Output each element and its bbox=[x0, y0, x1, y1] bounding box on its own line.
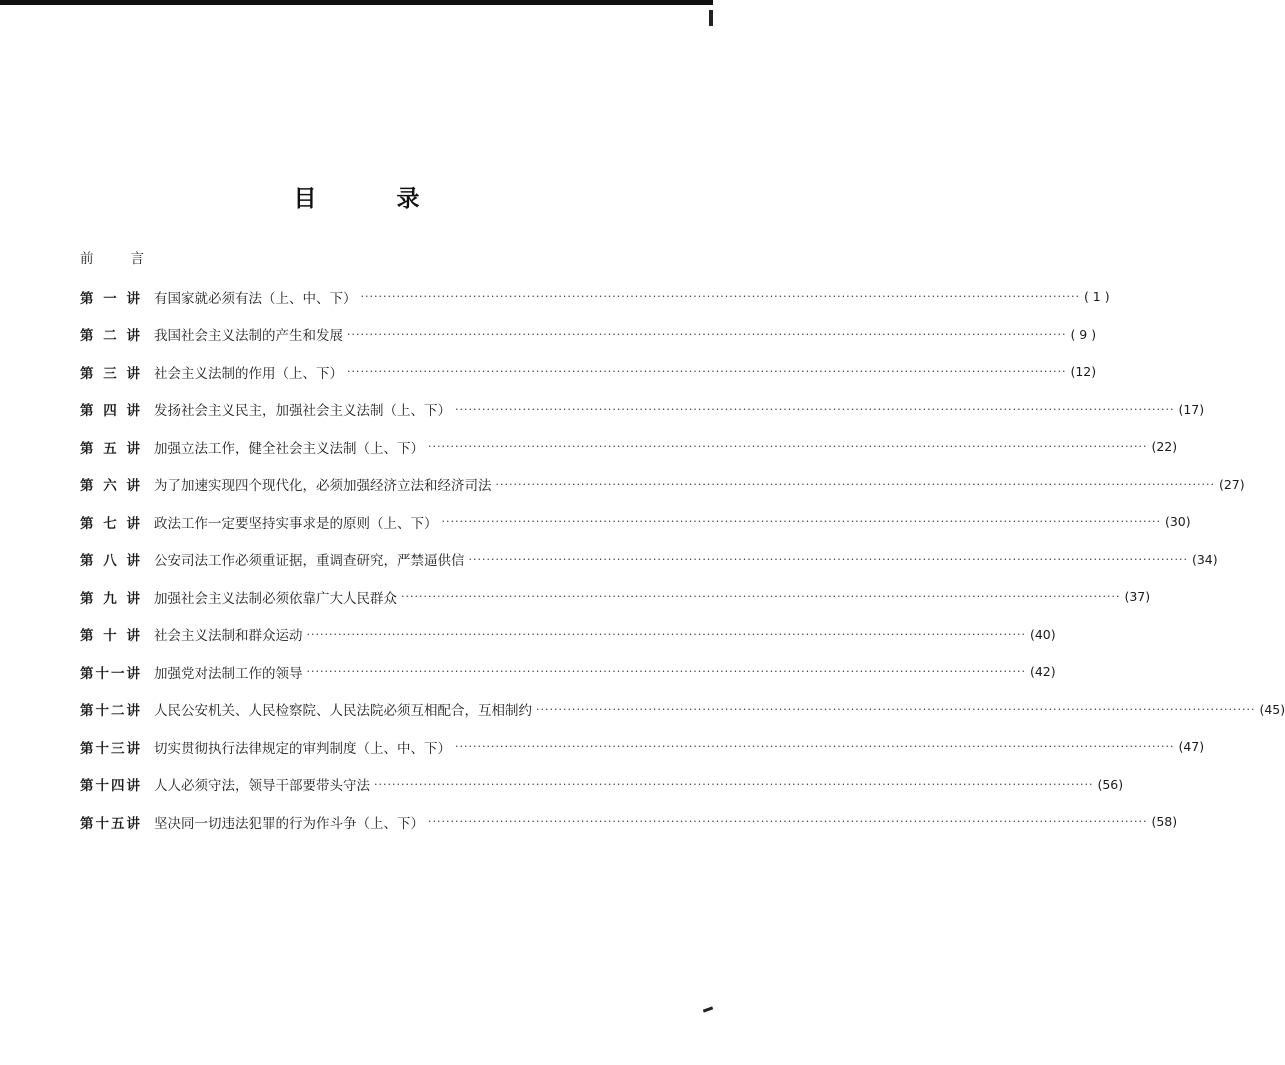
lecture-number: 第一讲 bbox=[80, 290, 140, 307]
dot-leader: ································································································································································ bbox=[347, 327, 1067, 341]
page-number: ( 1 ) bbox=[1083, 289, 1110, 305]
lecture-title: 发扬社会主义民主，加强社会主义法制（上、下） bbox=[154, 403, 451, 420]
dot-leader: ································································································································································ bbox=[428, 440, 1148, 454]
preface-label: 前 言 bbox=[80, 251, 144, 267]
lecture-number: 第四讲 bbox=[80, 403, 140, 420]
top-border-rule bbox=[0, 0, 713, 5]
lecture-number: 第七讲 bbox=[80, 515, 140, 532]
lecture-title: 社会主义法制和群众运动 bbox=[154, 628, 303, 645]
page-number: (34) bbox=[1191, 551, 1218, 567]
toc-entry[interactable] bbox=[80, 391, 1205, 429]
page-number: (17) bbox=[1178, 401, 1205, 417]
lecture-number: 第十二讲 bbox=[80, 703, 140, 720]
dot-leader: ································································································································································ bbox=[495, 477, 1215, 491]
dot-leader: ································································································································································ bbox=[441, 515, 1161, 529]
page-number: (30) bbox=[1164, 514, 1191, 530]
page-number: (12) bbox=[1070, 364, 1097, 380]
edge-scan-mark bbox=[703, 1006, 713, 1012]
lecture-title: 人民公安机关、人民检察院、人民法院必须互相配合，互相制约 bbox=[154, 703, 532, 720]
page-number: (22) bbox=[1151, 439, 1178, 455]
page-number: (40) bbox=[1029, 626, 1056, 642]
lecture-title: 加强立法工作，健全社会主义法制（上、下） bbox=[154, 440, 424, 457]
toc-entry[interactable] bbox=[80, 766, 1124, 804]
toc-entry[interactable] bbox=[80, 653, 1056, 691]
lecture-number: 第十四讲 bbox=[80, 778, 140, 795]
lecture-number: 第九讲 bbox=[80, 590, 140, 607]
toc-entry[interactable] bbox=[80, 578, 1151, 616]
lecture-title: 坚决同一切违法犯罪的行为作斗争（上、下） bbox=[154, 815, 424, 832]
lecture-title: 政法工作一定要坚持实事求是的原则（上、下） bbox=[154, 515, 438, 532]
page-title: 目 录 bbox=[293, 186, 456, 212]
lecture-number: 第八讲 bbox=[80, 553, 140, 570]
lecture-title: 人人必须守法，领导干部要带头守法 bbox=[154, 778, 370, 795]
lecture-number: 第六讲 bbox=[80, 478, 140, 495]
table-of-contents bbox=[80, 240, 1285, 841]
lecture-number: 第十一讲 bbox=[80, 665, 140, 682]
toc-entry[interactable] bbox=[80, 541, 1218, 579]
lecture-number: 第十讲 bbox=[80, 628, 140, 645]
lecture-title: 公安司法工作必须重证据，重调查研究，严禁逼供信 bbox=[154, 553, 465, 570]
lecture-number: 第十五讲 bbox=[80, 815, 140, 832]
dot-leader: ································································································································································ bbox=[360, 290, 1080, 304]
toc-entry[interactable] bbox=[80, 616, 1056, 654]
page-number: ( 9 ) bbox=[1070, 326, 1097, 342]
dot-leader: ································································································································································ bbox=[401, 590, 1121, 604]
toc-entry[interactable] bbox=[80, 503, 1191, 541]
toc-entry[interactable] bbox=[80, 316, 1097, 354]
page-number: (42) bbox=[1029, 664, 1056, 680]
dot-leader: ································································································································································ bbox=[455, 740, 1175, 754]
toc-preface[interactable] bbox=[80, 240, 632, 278]
lecture-title: 切实贯彻执行法律规定的审判制度（上、中、下） bbox=[154, 740, 451, 757]
toc-entry[interactable] bbox=[80, 428, 1178, 466]
lecture-number: 第三讲 bbox=[80, 365, 140, 382]
page-number: (45) bbox=[1259, 701, 1285, 717]
lecture-number: 第二讲 bbox=[80, 328, 140, 345]
dot-leader: ································································································································································ bbox=[536, 702, 1256, 716]
toc-entry[interactable] bbox=[80, 691, 1285, 729]
lecture-title: 为了加速实现四个现代化，必须加强经济立法和经济司法 bbox=[154, 478, 492, 495]
lecture-title: 加强社会主义法制必须依靠广大人民群众 bbox=[154, 590, 397, 607]
dot-leader: ································································································································································ bbox=[455, 402, 1175, 416]
dot-leader: ································································································································································ bbox=[306, 627, 1026, 641]
toc-entry[interactable] bbox=[80, 353, 1097, 391]
dot-leader: ································································································································································ bbox=[347, 365, 1067, 379]
page-number: (58) bbox=[1151, 814, 1178, 830]
toc-entry[interactable] bbox=[80, 728, 1205, 766]
lecture-number: 第五讲 bbox=[80, 440, 140, 457]
toc-entry[interactable] bbox=[80, 466, 1245, 504]
lecture-title: 有国家就必须有法（上、中、下） bbox=[154, 290, 357, 307]
corner-scan-mark bbox=[709, 10, 713, 26]
toc-entry[interactable] bbox=[80, 803, 1178, 841]
dot-leader: ································································································································································ bbox=[374, 777, 1094, 791]
dot-leader: ································································································································································ bbox=[428, 815, 1148, 829]
page-number: (27) bbox=[1218, 476, 1245, 492]
lecture-title: 加强党对法制工作的领导 bbox=[154, 665, 303, 682]
lecture-title: 社会主义法制的作用（上、下） bbox=[154, 365, 343, 382]
lecture-title: 我国社会主义法制的产生和发展 bbox=[154, 328, 343, 345]
dot-leader: ································································································································································ bbox=[306, 665, 1026, 679]
dot-leader: ································································································································································ bbox=[468, 552, 1188, 566]
page-number: (37) bbox=[1124, 589, 1151, 605]
page-number: (56) bbox=[1097, 776, 1124, 792]
lecture-number: 第十三讲 bbox=[80, 740, 140, 757]
page-number: (47) bbox=[1178, 739, 1205, 755]
toc-entry[interactable] bbox=[80, 278, 1110, 316]
